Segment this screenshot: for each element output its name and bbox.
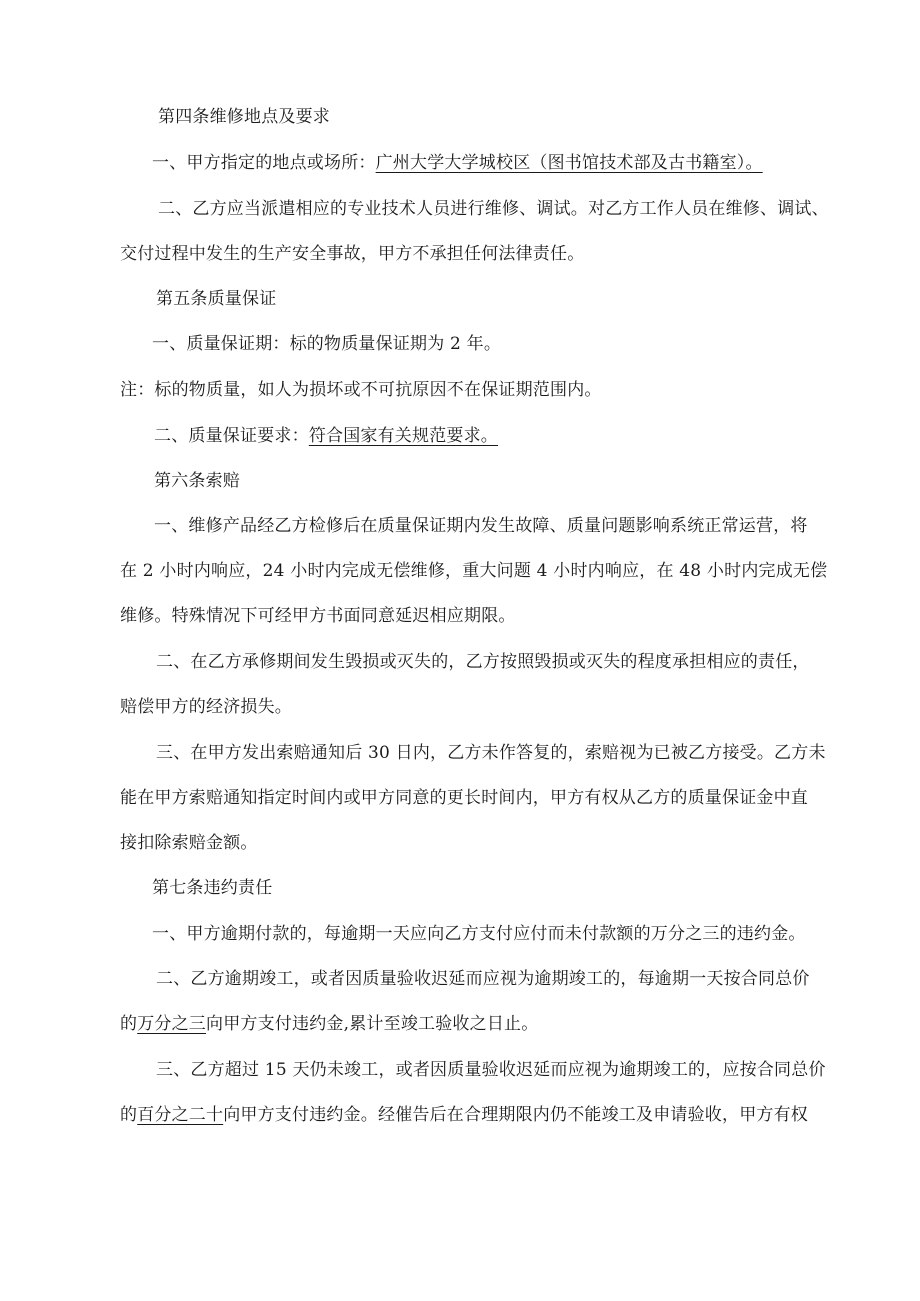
article4-paragraph-1 — [152, 152, 763, 174]
article7-p3-line2-prefix: 的 — [120, 1105, 138, 1125]
article7-paragraph-2-line1: 二、乙方逾期竣工，或者因质量验收迟延而应视为逾期竣工的，每逾期一天按合同总价 — [156, 969, 810, 989]
article4-paragraph-2-line2: 交付过程中发生的生产安全事故，甲方不承担任何法律责任。 — [120, 244, 585, 264]
article7-p2-line2-suffix: 向甲方支付违约金,累计至竣工验收之日止。 — [206, 1014, 539, 1034]
article5-title: 第五条质量保证 — [156, 289, 277, 309]
article5-paragraph-2 — [154, 425, 498, 447]
article7-title: 第七条违约责任 — [152, 878, 273, 898]
article7-paragraph-3-line2 — [120, 1104, 808, 1126]
article6-paragraph-2-line2: 赔偿甲方的经济损失。 — [120, 697, 292, 717]
article6-paragraph-1-line2: 在 2 小时内响应，24 小时内完成无偿维修，重大问题 4 小时内响应，在 48 小时内完成无偿 — [120, 561, 828, 581]
article6-paragraph-1-line3: 维修。特殊情况下可经甲方书面同意延迟相应期限。 — [120, 606, 516, 626]
article4-p1-location: 广州大学大学城校区（图书馆技术部及古书籍室）。 — [375, 153, 763, 173]
article5-paragraph-1: 一、质量保证期：标的物质量保证期为 2 年。 — [152, 334, 502, 354]
article6-paragraph-2-line1: 二、在乙方承修期间发生毁损或灭失的，乙方按照毁损或灭失的程度承担相应的责任， — [156, 652, 810, 672]
article7-p3-line2-suffix: 向甲方支付违约金。经催告后在合理期限内仍不能竣工及申请验收，甲方有权 — [223, 1105, 809, 1125]
article7-paragraph-3-line1: 三、乙方超过 15 天仍未竣工，或者因质量验收迟延而应视为逾期竣工的，应按合同总价 — [156, 1060, 826, 1080]
article6-paragraph-3-line1: 三、在甲方发出索赔通知后 30 日内，乙方未作答复的，索赔视为已被乙方接受。乙方未 — [156, 743, 826, 763]
article4-title: 第四条维修地点及要求 — [158, 107, 330, 127]
article6-title: 第六条索赔 — [154, 471, 240, 491]
article7-paragraph-1: 一、甲方逾期付款的，每逾期一天应向乙方支付应付而未付款额的万分之三的违约金。 — [152, 924, 806, 944]
article7-p2-penalty-rate: 万分之三 — [137, 1014, 207, 1034]
article5-note: 注：标的物质量，如人为损坏或不可抗原因不在保证期范围内。 — [120, 380, 602, 400]
article6-paragraph-3-line2: 能在甲方索赔通知指定时间内或甲方同意的更长时间内，甲方有权从乙方的质量保证金中直 — [120, 788, 808, 808]
article7-paragraph-2-line2 — [120, 1013, 538, 1035]
article5-p2-requirement: 符合国家有关规范要求。 — [308, 426, 499, 446]
article4-paragraph-2-line1: 二、乙方应当派遣相应的专业技术人员进行维修、调试。对乙方工作人员在维修、调试、 — [158, 199, 829, 219]
article5-p2-prefix: 二、质量保证要求： — [154, 426, 309, 446]
article7-p2-line2-prefix: 的 — [120, 1014, 138, 1034]
article4-p1-prefix: 一、甲方指定的地点或场所： — [152, 153, 376, 173]
article7-p3-penalty-rate: 百分之二十 — [137, 1105, 224, 1125]
article6-paragraph-3-line3: 接扣除索赔金额。 — [120, 833, 258, 853]
article6-paragraph-1-line1: 一、维修产品经乙方检修后在质量保证期内发生故障、质量问题影响系统正常运营，将 — [154, 516, 808, 536]
